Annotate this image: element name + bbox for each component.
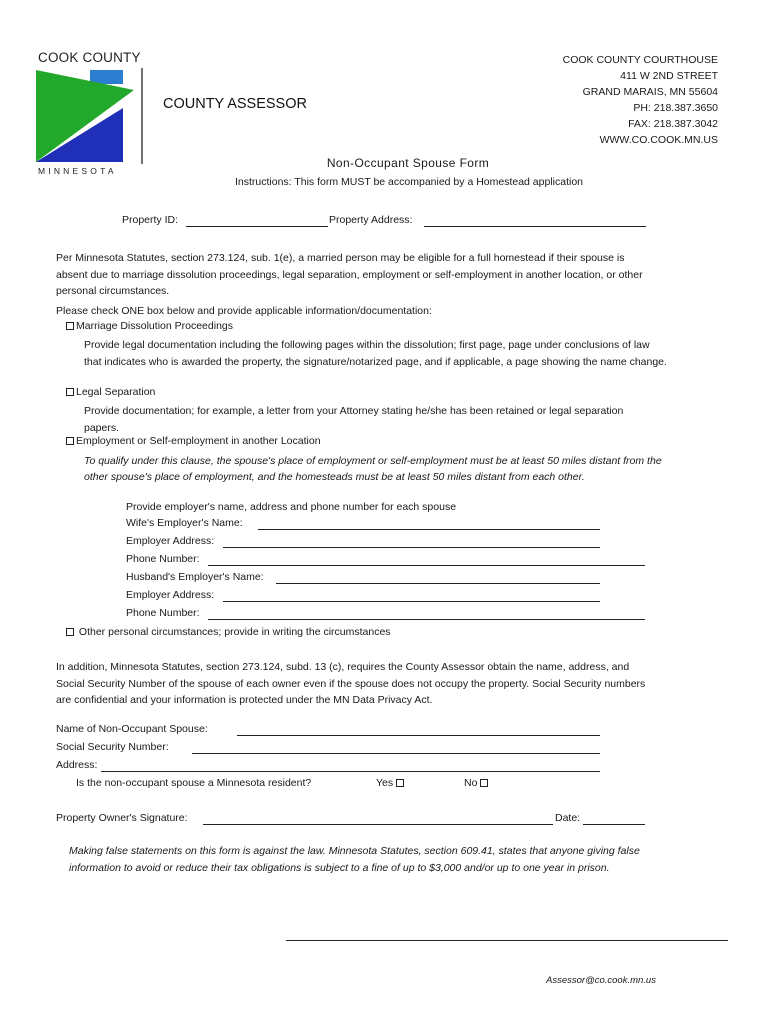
phone-field-2[interactable] bbox=[208, 619, 645, 620]
signature-label: Property Owner's Signature: bbox=[56, 812, 188, 824]
employment-checkbox[interactable] bbox=[66, 437, 74, 445]
office-title: COUNTY ASSESSOR bbox=[163, 96, 307, 112]
address-label: Address: bbox=[56, 759, 98, 771]
address-line: PH: 218.387.3650 bbox=[633, 102, 718, 114]
yes-checkbox[interactable] bbox=[396, 779, 404, 787]
address-line: WWW.CO.COOK.MN.US bbox=[599, 134, 718, 146]
other-checkbox[interactable] bbox=[66, 628, 74, 636]
option-other[interactable] bbox=[66, 626, 391, 638]
no-checkbox[interactable] bbox=[480, 779, 488, 787]
marriage-checkbox[interactable] bbox=[66, 322, 74, 330]
address-line: FAX: 218.387.3042 bbox=[628, 118, 718, 130]
marriage-detail: Provide legal documentation including the following pages within the dissolution; first page, page under conclusions of law that indicates who is awarded the property, the signature/notarized page, and if applicable, a page showing the name change. bbox=[84, 339, 667, 368]
date-field[interactable] bbox=[583, 824, 645, 825]
logo-subtitle: MINNESOTA bbox=[38, 166, 117, 176]
logo-title: COOK COUNTY bbox=[38, 50, 141, 65]
phone-label-2: Phone Number: bbox=[126, 607, 200, 619]
signature-field[interactable] bbox=[203, 824, 553, 825]
property-id-field[interactable] bbox=[186, 226, 328, 227]
husband-employer-field[interactable] bbox=[276, 583, 600, 584]
phone-field-1[interactable] bbox=[208, 565, 645, 566]
address-line: GRAND MARAIS, MN 55604 bbox=[582, 86, 718, 98]
ssn-paragraph: In addition, Minnesota Statutes, section 273.124, subd. 13 (c), requires the County Assessor obtain the name, address, and Social Security Number of the spouse of each owner even if the spouse does not occupy the property. Social Security numbers are confidential and your information is protected under the MN Data Privacy Act. bbox=[56, 661, 646, 706]
property-address-field[interactable] bbox=[424, 226, 646, 227]
address-line: 411 W 2ND STREET bbox=[620, 70, 718, 82]
option-marriage[interactable] bbox=[66, 320, 233, 332]
address-line: COOK COUNTY COURTHOUSE bbox=[562, 54, 718, 66]
employer-address-field-1[interactable] bbox=[223, 547, 600, 548]
footer-email: Assessor@co.cook.mn.us bbox=[546, 975, 656, 986]
option-legal-separation[interactable] bbox=[66, 386, 155, 398]
option-employment[interactable] bbox=[66, 435, 321, 447]
check-instruction: Please check ONE box below and provide applicable information/documentation: bbox=[56, 305, 432, 317]
employment-label: Employment or Self-employment in another Location bbox=[76, 435, 321, 447]
form-title: Non-Occupant Spouse Form bbox=[326, 156, 490, 170]
ssn-field[interactable] bbox=[192, 753, 600, 754]
intro-paragraph: Per Minnesota Statutes, section 273.124, sub. 1(e), a married person may be eligible for a full homestead if their spouse is absent due to marriage dissolution proceedings, legal separation, employment or self-employment in another location, or other personal circumstances. bbox=[56, 252, 643, 297]
date-label: Date: bbox=[555, 812, 581, 824]
employer-provide-note: Provide employer's name, address and phone number for each spouse bbox=[126, 501, 457, 513]
wife-employer-field[interactable] bbox=[258, 529, 600, 530]
footer-divider bbox=[286, 940, 728, 941]
spouse-address-field[interactable] bbox=[101, 771, 600, 772]
county-logo bbox=[36, 68, 148, 166]
yes-label: Yes bbox=[376, 777, 394, 789]
ssn-label: Social Security Number: bbox=[56, 741, 169, 753]
marriage-label: Marriage Dissolution Proceedings bbox=[76, 320, 233, 332]
legal-detail: Provide documentation; for example, a letter from your Attorney stating he/she has been retained or legal separation papers. bbox=[84, 405, 624, 434]
courthouse-address bbox=[563, 52, 718, 148]
employer-address-field-2[interactable] bbox=[223, 601, 600, 602]
employer-address-label-2: Employer Address: bbox=[126, 589, 215, 601]
no-label: No bbox=[464, 777, 478, 789]
wife-employer-label: Wife's Employer's Name: bbox=[126, 517, 243, 529]
legal-label: Legal Separation bbox=[76, 386, 156, 398]
resident-no[interactable] bbox=[464, 777, 490, 789]
spouse-name-field[interactable] bbox=[237, 735, 600, 736]
form-instructions: Instructions: This form MUST be accompanied by a Homestead application bbox=[234, 176, 584, 188]
false-statement-warning: Making false statements on this form is against the law. Minnesota Statutes, section 609.41, states that anyone giving false information to avoid or reduce their tax obligations is subject to a fine of up to $3,000 and/or up to one year in prison. bbox=[69, 845, 640, 874]
legal-checkbox[interactable] bbox=[66, 388, 74, 396]
resident-yes[interactable] bbox=[376, 777, 406, 789]
employer-address-label-1: Employer Address: bbox=[126, 535, 215, 547]
husband-employer-label: Husband's Employer's Name: bbox=[126, 571, 264, 583]
resident-question: Is the non-occupant spouse a Minnesota resident? bbox=[76, 777, 312, 789]
employment-detail: To qualify under this clause, the spouse's place of employment or self-employment must be at least 50 miles distant from the other spouse's place of employment, and the homesteads must be at least 50 miles distant from each other. bbox=[84, 455, 662, 483]
spouse-name-label: Name of Non-Occupant Spouse: bbox=[56, 723, 208, 735]
other-label: Other personal circumstances; provide in writing the circumstances bbox=[78, 626, 391, 638]
property-address-label: Property Address: bbox=[329, 214, 413, 226]
phone-label-1: Phone Number: bbox=[126, 553, 200, 565]
property-id-label: Property ID: bbox=[122, 214, 179, 226]
